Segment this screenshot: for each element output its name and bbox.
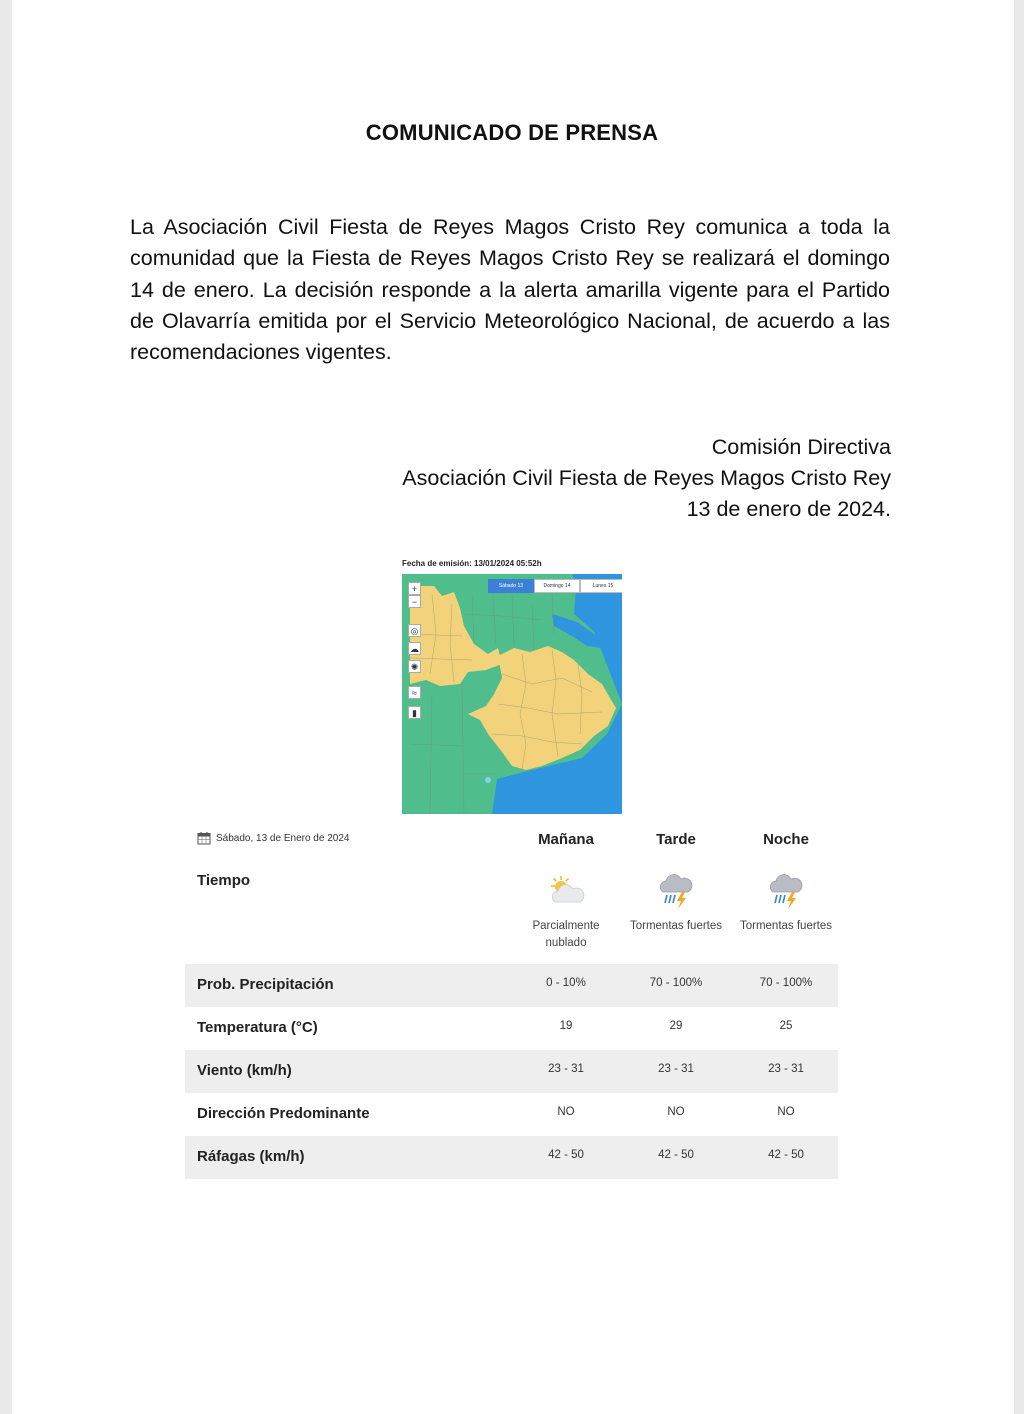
partly-cloudy-icon <box>545 872 587 912</box>
row-label: Prob. Precipitación <box>197 976 334 993</box>
map-tab-lunes[interactable]: Lunes 15 <box>580 579 622 593</box>
column-tarde: Tarde <box>656 831 696 848</box>
alert-map-image <box>402 574 622 814</box>
cell-manana: 0 - 10% <box>546 977 586 989</box>
table-row <box>185 1136 838 1179</box>
map-layer-icon[interactable]: ◎ <box>408 624 421 637</box>
signature-line-association: Asociación Civil Fiesta de Reyes Magos Cristo Rey <box>402 466 891 490</box>
weather-desc-manana: Parcialmente nublado <box>532 920 600 949</box>
signature-line-date: 13 de enero de 2024. <box>686 497 891 521</box>
weather-manana <box>511 872 621 952</box>
table-row <box>185 1050 838 1093</box>
press-release-body: La Asociación Civil Fiesta de Reyes Magos Cristo Rey comunica a toda la comunidad que la Fiesta de Reyes Magos Cristo Rey se realizará el domingo 14 de enero. La decisión responde a la alerta amarilla vigente para el Partido de Olavarría emitida por el Servicio Meteorológico Nacional, de acuerdo a las recomendaciones vigentes. <box>130 215 890 365</box>
weather-desc-noche: Tormentas fuertes <box>739 920 833 932</box>
row-label: Dirección Predominante <box>197 1105 370 1122</box>
cell-tarde: NO <box>667 1106 685 1118</box>
column-noche: Noche <box>763 831 809 848</box>
map-wind-icon[interactable]: ≈ <box>408 686 421 699</box>
map-emission-date: Fecha de emisión: 13/01/2024 05:52h <box>402 559 542 568</box>
weather-desc-tarde: Tormentas fuertes <box>629 920 723 932</box>
cell-noche: NO <box>777 1106 795 1118</box>
row-label: Temperatura (°C) <box>197 1019 318 1036</box>
table-row <box>185 1093 838 1136</box>
zoom-out-button[interactable]: − <box>408 595 421 608</box>
forecast-table <box>185 824 838 1178</box>
cell-noche: 42 - 50 <box>768 1149 804 1161</box>
alert-map <box>402 574 622 814</box>
cell-tarde: 70 - 100% <box>649 977 703 989</box>
cell-noche: 23 - 31 <box>768 1063 804 1075</box>
signature-block <box>402 432 891 525</box>
cell-noche: 70 - 100% <box>759 977 813 989</box>
map-tab-sabado[interactable]: Sábado 13 <box>488 579 534 593</box>
row-label: Ráfagas (km/h) <box>197 1148 305 1165</box>
thunderstorm-icon <box>765 872 807 912</box>
thunderstorm-icon <box>655 872 697 912</box>
weather-noche <box>731 872 841 935</box>
map-sun-icon[interactable]: ✺ <box>408 660 421 673</box>
cell-tarde: 42 - 50 <box>658 1149 694 1161</box>
cell-manana: 23 - 31 <box>548 1063 584 1075</box>
cell-noche: 25 <box>779 1020 793 1032</box>
cell-manana: NO <box>557 1106 575 1118</box>
map-tab-domingo[interactable]: Domingo 14 <box>534 579 580 593</box>
row-label: Viento (km/h) <box>197 1062 292 1079</box>
signature-line-committee: Comisión Directiva <box>711 435 891 459</box>
map-cloud-icon[interactable]: ☁ <box>410 644 419 654</box>
calendar-icon <box>197 831 211 845</box>
column-manana: Mañana <box>538 831 594 848</box>
forecast-date-text: Sábado, 13 de Enero de 2024 <box>216 832 350 844</box>
map-day-tabs <box>488 579 622 593</box>
cell-manana: 42 - 50 <box>548 1149 584 1161</box>
cell-tarde: 29 <box>669 1020 683 1032</box>
table-row <box>185 1007 838 1050</box>
cell-manana: 19 <box>559 1020 573 1032</box>
map-thermometer-icon[interactable]: ▮ <box>408 706 421 719</box>
table-row <box>185 964 838 1007</box>
cell-tarde: 23 - 31 <box>658 1063 694 1075</box>
forecast-date <box>197 831 349 845</box>
page-title: COMUNICADO DE PRENSA <box>365 120 659 145</box>
zoom-in-button[interactable]: + <box>408 582 421 595</box>
weather-tarde <box>621 872 731 935</box>
weather-label: Tiempo <box>197 872 251 889</box>
